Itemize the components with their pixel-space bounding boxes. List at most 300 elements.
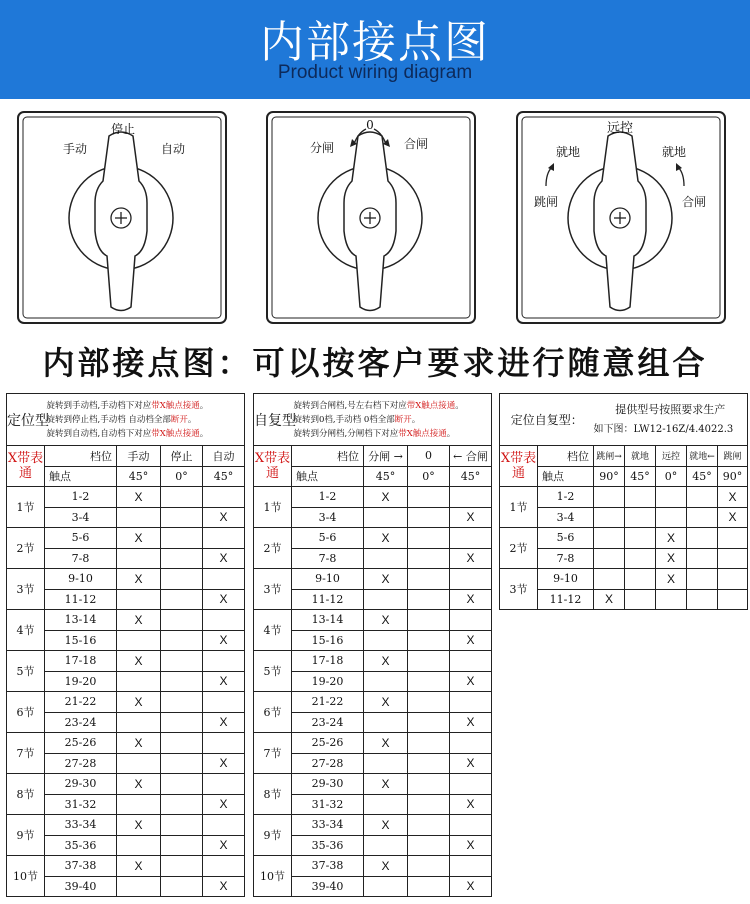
contact-table-mixed <box>499 393 748 610</box>
contact-mark <box>161 733 203 754</box>
contact-mark <box>203 610 245 631</box>
contact-mark: X <box>450 671 492 692</box>
contact-pair: 1-2 <box>538 487 594 508</box>
contact-mark <box>364 835 408 856</box>
contact-mark <box>161 835 203 856</box>
contact-pair: 11-12 <box>45 589 117 610</box>
table-row <box>7 856 245 877</box>
contact-pair: 37-38 <box>45 856 117 877</box>
contact-mark: X <box>594 589 625 610</box>
contact-mark: X <box>450 548 492 569</box>
label-manual: 手动 <box>62 142 88 156</box>
section-label: 5节 <box>7 651 45 692</box>
contact-mark <box>364 876 408 897</box>
contact-mark: X <box>450 589 492 610</box>
contact-mark: X <box>117 815 161 836</box>
page-title: 内部接点图 <box>260 17 490 68</box>
label-close: 合闸 <box>403 137 429 151</box>
contact-mark: X <box>364 528 408 549</box>
contact-mark <box>364 630 408 651</box>
contact-mark <box>687 528 718 549</box>
table-row <box>7 610 245 631</box>
table-row <box>254 774 492 795</box>
table-row <box>254 487 492 508</box>
contact-pair: 19-20 <box>292 671 364 692</box>
section-label: 3节 <box>500 569 538 610</box>
table-header-notes <box>7 394 245 446</box>
contact-mark <box>450 733 492 754</box>
contact-mark: X <box>203 835 245 856</box>
notes-block: 旋转到合闸档,号左右档下对应带X触点接通。 旋转到0档,手动档 0档全部断开。 旋转到分闸档,分闸档下对应带X触点接通。 <box>292 394 492 446</box>
contact-pair: 11-12 <box>292 589 364 610</box>
contact-pair: 7-8 <box>45 548 117 569</box>
section-label: 6节 <box>254 692 292 733</box>
contact-mark <box>450 815 492 836</box>
contact-mark <box>625 507 656 528</box>
table-row <box>254 692 492 713</box>
table-row <box>254 651 492 672</box>
contact-mark <box>408 610 450 631</box>
section-label: 4节 <box>7 610 45 651</box>
label-open: 分闸 <box>309 141 335 155</box>
contact-label: 触点 <box>292 466 364 487</box>
contact-pair: 15-16 <box>45 630 117 651</box>
table-row <box>7 733 245 754</box>
contact-mark <box>625 548 656 569</box>
table-row <box>500 589 748 610</box>
contact-mark <box>161 856 203 877</box>
contact-mark <box>161 589 203 610</box>
contact-pair: 1-2 <box>292 487 364 508</box>
section-label: 7节 <box>254 733 292 774</box>
switch-diagram-manual-auto <box>17 111 227 324</box>
contact-mark <box>161 630 203 651</box>
label-local-right: 就地 <box>661 145 687 159</box>
angle: 0° <box>161 466 203 487</box>
section-label: 5节 <box>254 651 292 692</box>
contact-pair: 17-18 <box>45 651 117 672</box>
contact-mark <box>117 876 161 897</box>
contact-mark <box>625 487 656 508</box>
table-row <box>500 548 748 569</box>
contact-pair: 9-10 <box>292 569 364 590</box>
col-name: 手动 <box>117 446 161 467</box>
contact-mark: X <box>117 528 161 549</box>
angle: 45° <box>625 466 656 487</box>
angle: 45° <box>687 466 718 487</box>
contact-mark: X <box>203 589 245 610</box>
contact-mark <box>594 569 625 590</box>
contact-pair: 3-4 <box>538 507 594 528</box>
contact-mark: X <box>203 794 245 815</box>
position-label: 档位 <box>292 446 364 467</box>
contact-mark <box>408 753 450 774</box>
contact-pair: 3-4 <box>45 507 117 528</box>
contact-mark <box>408 733 450 754</box>
contact-mark <box>117 589 161 610</box>
contact-mark <box>117 548 161 569</box>
contact-mark <box>161 651 203 672</box>
contact-pair: 23-24 <box>292 712 364 733</box>
contact-mark <box>450 774 492 795</box>
section-label: 4节 <box>254 610 292 651</box>
contact-mark <box>687 569 718 590</box>
contact-mark: X <box>656 548 687 569</box>
contact-mark <box>625 528 656 549</box>
contact-mark <box>408 876 450 897</box>
label-stop: 停止 <box>110 122 136 136</box>
contact-mark <box>594 548 625 569</box>
contact-mark <box>161 671 203 692</box>
contact-mark: X <box>117 774 161 795</box>
contact-mark <box>408 569 450 590</box>
contact-mark <box>656 507 687 528</box>
table-row <box>7 651 245 672</box>
contact-mark <box>364 794 408 815</box>
table-row <box>500 528 748 549</box>
type-label: 定位型 <box>7 394 45 446</box>
contact-mark <box>408 528 450 549</box>
contact-mark <box>364 712 408 733</box>
contact-mark: X <box>364 610 408 631</box>
switch-diagram-remote-local <box>516 111 726 324</box>
contact-mark <box>656 589 687 610</box>
contact-mark <box>203 569 245 590</box>
col-name: 就地← <box>687 446 718 467</box>
contact-pair: 39-40 <box>45 876 117 897</box>
angle: 45° <box>450 466 492 487</box>
contact-mark <box>161 712 203 733</box>
contact-mark: X <box>450 876 492 897</box>
contact-mark <box>203 487 245 508</box>
contact-mark <box>203 733 245 754</box>
contact-pair: 1-2 <box>45 487 117 508</box>
position-label: 档位 <box>538 446 594 467</box>
contact-mark <box>161 794 203 815</box>
table-row <box>500 487 748 508</box>
section-label: 2节 <box>254 528 292 569</box>
contact-mark: X <box>203 753 245 774</box>
x-legend: X带表通 <box>7 446 45 487</box>
contact-mark: X <box>450 630 492 651</box>
contact-mark <box>718 589 748 610</box>
contact-mark: X <box>203 630 245 651</box>
col-name: 0 <box>408 446 450 467</box>
contact-pair: 19-20 <box>45 671 117 692</box>
contact-pair: 29-30 <box>45 774 117 795</box>
section-label: 10节 <box>7 856 45 897</box>
section-label: 2节 <box>7 528 45 569</box>
contact-mark: X <box>203 507 245 528</box>
contact-mark <box>718 528 748 549</box>
contact-pair: 33-34 <box>292 815 364 836</box>
contact-mark <box>364 671 408 692</box>
contact-mark <box>408 835 450 856</box>
contact-pair: 35-36 <box>45 835 117 856</box>
contact-mark <box>594 528 625 549</box>
label-zero: 0 <box>366 118 374 132</box>
contact-pair: 21-22 <box>45 692 117 713</box>
contact-table-fixed <box>6 393 245 897</box>
contact-mark <box>408 507 450 528</box>
contact-mark <box>625 589 656 610</box>
contact-mark <box>408 794 450 815</box>
contact-label: 触点 <box>45 466 117 487</box>
contact-pair: 7-8 <box>538 548 594 569</box>
contact-mark <box>161 610 203 631</box>
section-label: 1节 <box>254 487 292 528</box>
contact-mark <box>450 569 492 590</box>
contact-mark: X <box>364 856 408 877</box>
notes-block: 旋转到手动档,手动档下对应带X触点接通。 旋转到停止档,手动档 自动档全部断开。 旋转到自动档,自动档下对应带X触点接通。 <box>45 394 245 446</box>
contact-mark <box>656 487 687 508</box>
contact-mark <box>450 528 492 549</box>
contact-pair: 13-14 <box>45 610 117 631</box>
switch-diagram-open-close <box>266 111 476 324</box>
contact-mark: X <box>203 671 245 692</box>
contact-pair: 29-30 <box>292 774 364 795</box>
table-row <box>7 487 245 508</box>
col-name: 停止 <box>161 446 203 467</box>
contact-mark <box>408 548 450 569</box>
contact-mark <box>625 569 656 590</box>
contact-mark <box>364 589 408 610</box>
contact-mark <box>408 487 450 508</box>
contact-mark <box>161 548 203 569</box>
contact-mark <box>450 856 492 877</box>
contact-mark <box>687 589 718 610</box>
contact-mark <box>203 651 245 672</box>
col-name: 跳闸→ <box>594 446 625 467</box>
type-label: 定位自复型： <box>500 394 594 446</box>
contact-mark <box>117 712 161 733</box>
contact-mark <box>594 507 625 528</box>
contact-mark <box>161 753 203 774</box>
contact-mark <box>161 815 203 836</box>
contact-mark: X <box>203 712 245 733</box>
contact-pair: 31-32 <box>45 794 117 815</box>
angle: 45° <box>364 466 408 487</box>
contact-pair: 17-18 <box>292 651 364 672</box>
table-row <box>254 815 492 836</box>
contact-mark: X <box>718 507 748 528</box>
section-label: 2节 <box>500 528 538 569</box>
contact-pair: 37-38 <box>292 856 364 877</box>
header-banner <box>0 0 750 99</box>
contact-mark <box>203 856 245 877</box>
angle: 90° <box>718 466 748 487</box>
contact-pair: 21-22 <box>292 692 364 713</box>
contact-mark <box>687 548 718 569</box>
contact-mark: X <box>117 856 161 877</box>
angle: 45° <box>117 466 161 487</box>
position-label: 档位 <box>45 446 117 467</box>
contact-pair: 33-34 <box>45 815 117 836</box>
contact-pair: 9-10 <box>538 569 594 590</box>
contact-mark <box>161 528 203 549</box>
col-name: 分闸 → <box>364 446 408 467</box>
table-row <box>7 569 245 590</box>
contact-mark <box>117 671 161 692</box>
contact-mark <box>687 507 718 528</box>
contact-pair: 9-10 <box>45 569 117 590</box>
contact-mark <box>450 610 492 631</box>
section-label: 9节 <box>254 815 292 856</box>
contact-mark <box>117 835 161 856</box>
notes-block: 提供型号按照要求生产 如下图：LW12-16Z/4.4022.3 <box>594 394 748 446</box>
table-row <box>500 569 748 590</box>
contact-mark: X <box>450 753 492 774</box>
contact-mark <box>117 753 161 774</box>
contact-mark <box>408 856 450 877</box>
contact-mark: X <box>450 507 492 528</box>
contact-mark: X <box>656 569 687 590</box>
contact-mark <box>408 692 450 713</box>
x-legend: X带表通 <box>500 446 538 487</box>
contact-mark <box>408 712 450 733</box>
contact-mark: X <box>203 548 245 569</box>
contact-mark: X <box>450 712 492 733</box>
contact-mark <box>161 692 203 713</box>
section-label: 3节 <box>254 569 292 610</box>
contact-pair: 5-6 <box>538 528 594 549</box>
contact-mark <box>364 548 408 569</box>
contact-pair: 27-28 <box>292 753 364 774</box>
contact-mark: X <box>203 876 245 897</box>
col-name: 远控 <box>656 446 687 467</box>
section-label: 8节 <box>7 774 45 815</box>
contact-mark: X <box>656 528 687 549</box>
contact-mark <box>450 487 492 508</box>
contact-mark <box>718 569 748 590</box>
contact-mark <box>718 548 748 569</box>
contact-mark <box>687 487 718 508</box>
page-subtitle: Product wiring diagram <box>277 62 473 83</box>
label-remote: 远控 <box>606 121 634 136</box>
contact-mark <box>161 569 203 590</box>
contact-mark <box>408 651 450 672</box>
section-label: 3节 <box>7 569 45 610</box>
contact-mark <box>161 774 203 795</box>
contact-mark <box>364 507 408 528</box>
angle: 0° <box>408 466 450 487</box>
table-row <box>254 528 492 549</box>
contact-mark: X <box>117 487 161 508</box>
table-row <box>7 815 245 836</box>
contact-mark: X <box>117 610 161 631</box>
contact-mark: X <box>117 651 161 672</box>
contact-mark <box>408 630 450 651</box>
contact-mark: X <box>364 733 408 754</box>
contact-pair: 5-6 <box>45 528 117 549</box>
contact-mark: X <box>117 733 161 754</box>
label-auto: 自动 <box>160 142 186 156</box>
contact-pair: 15-16 <box>292 630 364 651</box>
contact-label: 触点 <box>538 466 594 487</box>
contact-pair: 35-36 <box>292 835 364 856</box>
contact-mark <box>203 774 245 795</box>
col-name: 自动 <box>203 446 245 467</box>
col-name: 跳闸 <box>718 446 748 467</box>
contact-mark: X <box>364 569 408 590</box>
contact-mark <box>408 815 450 836</box>
contact-mark <box>408 589 450 610</box>
contact-pair: 5-6 <box>292 528 364 549</box>
contact-mark: X <box>117 569 161 590</box>
contact-mark: X <box>364 692 408 713</box>
contact-mark <box>408 774 450 795</box>
angle: 0° <box>656 466 687 487</box>
contact-pair: 25-26 <box>292 733 364 754</box>
col-name: ← 合闸 <box>450 446 492 467</box>
table-row <box>7 774 245 795</box>
contact-mark <box>594 487 625 508</box>
contact-mark <box>117 507 161 528</box>
contact-mark <box>450 692 492 713</box>
contact-mark: X <box>117 692 161 713</box>
contact-mark <box>117 630 161 651</box>
label-trip: 跳闸 <box>533 195 559 209</box>
contact-mark <box>450 651 492 672</box>
table-row <box>7 528 245 549</box>
section-label: 9节 <box>7 815 45 856</box>
contact-mark <box>161 507 203 528</box>
section-label: 1节 <box>7 487 45 528</box>
col-name: 就地 <box>625 446 656 467</box>
contact-mark: X <box>364 651 408 672</box>
label-local-left: 就地 <box>555 145 581 159</box>
contact-pair: 25-26 <box>45 733 117 754</box>
table-row <box>7 692 245 713</box>
diagram-caption: 内部接点图：可以按客户要求进行随意组合 <box>42 344 708 382</box>
angle: 45° <box>203 466 245 487</box>
contact-mark <box>203 528 245 549</box>
contact-pair: 11-12 <box>538 589 594 610</box>
type-label: 自复型 <box>254 394 292 446</box>
contact-pair: 27-28 <box>45 753 117 774</box>
contact-mark <box>203 692 245 713</box>
contact-pair: 7-8 <box>292 548 364 569</box>
contact-table-return <box>253 393 492 897</box>
table-row <box>254 569 492 590</box>
contact-mark: X <box>364 815 408 836</box>
label-close-right: 合闸 <box>681 195 707 209</box>
contact-mark <box>117 794 161 815</box>
contact-mark: X <box>718 487 748 508</box>
table-row <box>254 733 492 754</box>
section-label: 8节 <box>254 774 292 815</box>
contact-pair: 13-14 <box>292 610 364 631</box>
section-label: 7节 <box>7 733 45 774</box>
contact-mark <box>161 876 203 897</box>
angle: 90° <box>594 466 625 487</box>
contact-pair: 23-24 <box>45 712 117 733</box>
contact-mark: X <box>450 794 492 815</box>
contact-mark <box>161 487 203 508</box>
table-row <box>254 610 492 631</box>
section-label: 6节 <box>7 692 45 733</box>
section-label: 1节 <box>500 487 538 528</box>
contact-pair: 31-32 <box>292 794 364 815</box>
contact-mark: X <box>364 774 408 795</box>
section-label: 10节 <box>254 856 292 897</box>
contact-mark <box>203 815 245 836</box>
contact-mark: X <box>364 487 408 508</box>
x-legend: X带表通 <box>254 446 292 487</box>
contact-mark <box>364 753 408 774</box>
table-row <box>254 856 492 877</box>
contact-mark <box>408 671 450 692</box>
